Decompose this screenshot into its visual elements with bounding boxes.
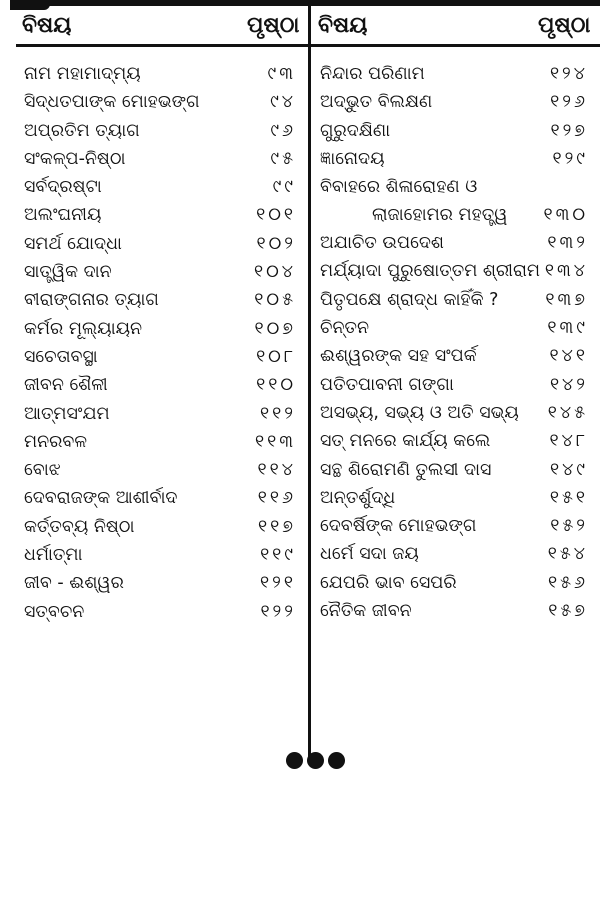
entry-page-number: ୯୪	[270, 92, 296, 113]
entry-page-number: ୧୨୭	[550, 120, 588, 141]
toc-entry	[320, 60, 588, 88]
entry-title: ଅନ୍ତର୍ଶୁଦ୍ଧି	[320, 487, 396, 508]
left-toc-column	[24, 60, 296, 626]
entry-title: ବିବାହରେ ଶିଳାରୋହଣ ଓ	[320, 177, 478, 198]
entry-page-number: ୧୫୧	[549, 487, 588, 508]
entry-title: ଆତ୍ମସଂଯମ	[24, 403, 110, 424]
ornament-dot	[328, 752, 345, 769]
entry-page-number: ୧୪୯	[549, 459, 588, 480]
toc-entry	[24, 145, 296, 173]
entry-title: ମନରବଳ	[24, 431, 87, 452]
toc-entry	[24, 343, 296, 371]
ornament-dot	[307, 752, 324, 769]
column-divider	[308, 6, 311, 762]
toc-entry	[320, 173, 588, 229]
entry-title: ପିତୃପକ୍ଷେ ଶ୍ରାଦ୍ଧ କାହିଁକି ?	[320, 289, 499, 310]
entry-title: ସମର୍ଥ ଯୋଦ୍ଧା	[24, 233, 122, 254]
left-subject-header: ବିଷୟ	[22, 13, 72, 38]
toc-entry	[320, 229, 588, 257]
entry-title: ଜୀବନ ଶୈଳୀ	[24, 375, 108, 396]
entry-title: ସଚେତାବସ୍ଥା	[24, 346, 98, 367]
entry-page-number: ୯୩	[267, 64, 296, 84]
entry-page-number: ୯୫	[270, 148, 296, 169]
toc-entry	[24, 60, 296, 88]
end-ornament	[286, 752, 346, 772]
toc-entry	[320, 597, 588, 625]
entry-title: ନିନ୍ଦାର ପରିଣାମ	[320, 64, 425, 84]
entry-page-number: ୧୧୯	[260, 545, 296, 566]
toc-entry	[24, 484, 296, 512]
entry-page-number: ୧୧୩	[255, 431, 296, 452]
toc-entry	[24, 173, 296, 201]
entry-page-number: ୯୯	[272, 177, 296, 198]
entry-page-number: ୧୦୪	[253, 262, 296, 283]
toc-entry	[320, 314, 588, 342]
entry-page-number: ୧୨୨	[260, 601, 296, 622]
entry-title: ସନ୍ଥ ଶିରୋମଣି ତୁଲସୀ ଦାସ	[320, 459, 492, 480]
toc-entry	[24, 569, 296, 597]
entry-title: ନୈତିକ ଜୀବନ	[320, 601, 412, 622]
entry-page-number: ୧୦୭	[254, 318, 296, 339]
entry-page-number: ୧୧୭	[258, 516, 296, 537]
entry-page-number: ୧୧୨	[260, 403, 296, 424]
entry-page-number: ୧୦୮	[256, 346, 296, 367]
toc-entry	[320, 88, 588, 116]
entry-title: ନାମ ମହାମାଦ୍ମ୍ୟ	[24, 64, 141, 84]
entry-title: ଜୀବ - ଈଶ୍ୱର	[24, 573, 124, 594]
entry-title: ବୀରାଙ୍ଗନାର ତ୍ୟାଗ	[24, 290, 159, 311]
entry-page-number: ୧୪୮	[549, 431, 588, 452]
entry-page-number: ୧୨୪	[549, 64, 588, 84]
toc-entry	[24, 456, 296, 484]
toc-entry	[24, 230, 296, 258]
entry-page-number: ୧୧୪	[257, 460, 296, 481]
entry-page-number: ୧୨୧	[260, 573, 296, 594]
toc-entry	[24, 400, 296, 428]
entry-title: ଧର୍ମାତ୍ମା	[24, 545, 83, 566]
toc-entry	[320, 540, 588, 568]
entry-title: ଅଦ୍ଭୁତ ବିଲକ୍ଷଣ	[320, 92, 433, 113]
entry-page-number: ୧୫୪	[547, 544, 588, 565]
entry-page-number: ୧୪୨	[549, 374, 588, 395]
ornament-dot	[286, 752, 303, 769]
entry-page-number: ୧୩୨	[547, 233, 588, 254]
entry-title: ଦେବରାଜଙ୍କ ଆଶୀର୍ବାଦ	[24, 488, 178, 509]
entry-title: ଦେବର୍ଷିଙ୍କ ମୋହଭଙ୍ଗ	[320, 516, 477, 537]
entry-title: ମର୍ଯ୍ୟାଦା ପୁରୁଷୋତ୍ତମ ଶ୍ରୀରାମ	[320, 261, 540, 282]
entry-page-number: ୧୩୦	[543, 205, 588, 226]
entry-title: ଜ୍ଞାନୋଦୟ	[320, 148, 385, 169]
right-toc-column	[320, 60, 588, 625]
entry-title: ଗୁରୁଦକ୍ଷିଣା	[320, 120, 391, 141]
toc-entry	[320, 484, 588, 512]
entry-title: ପତିତପାବନୀ ଗଙ୍ଗା	[320, 374, 454, 395]
toc-entry	[320, 569, 588, 597]
entry-title: ଅପ୍ରତିମ ତ୍ୟାଗ	[24, 120, 140, 141]
entry-title: ସାତ୍ତ୍ୱିକ ଦାନ	[24, 262, 112, 283]
entry-page-number: ୧୧୬	[257, 488, 296, 509]
entry-title: ଅଲଂଘନୀୟ	[24, 205, 102, 226]
entry-title: ଧର୍ମେ ସଦା ଜୟ	[320, 544, 419, 565]
entry-title: ସର୍ବଦ୍ରଷ୍ଟା	[24, 177, 102, 198]
entry-page-number: ୧୧୦	[256, 375, 296, 396]
entry-page-number: ୧୪୫	[547, 402, 588, 423]
entry-page-number: ୧୩୪	[544, 261, 588, 282]
entry-title: ଅସଭ୍ୟ, ସଭ୍ୟ ଓ ଅତି ସଭ୍ୟ	[320, 402, 519, 423]
toc-entry	[320, 257, 588, 285]
toc-entry	[320, 342, 588, 370]
toc-entry	[24, 286, 296, 314]
toc-entry	[24, 315, 296, 343]
toc-entry	[320, 427, 588, 455]
toc-entry	[24, 598, 296, 626]
toc-entry	[24, 117, 296, 145]
toc-entry	[24, 88, 296, 116]
toc-entry	[320, 145, 588, 173]
entry-page-number: ୧୩୭	[545, 289, 588, 310]
toc-entry	[320, 399, 588, 427]
entry-page-number: ୧୨୯	[552, 148, 588, 169]
entry-title: ବୋଝ	[24, 460, 61, 481]
entry-title-continued: ଲାଜାହୋମର ମହତ୍ତ୍ୱ	[372, 205, 508, 226]
toc-entry	[24, 371, 296, 399]
toc-entry	[24, 428, 296, 456]
entry-title: କର୍ତ୍ତବ୍ୟ ନିଷ୍ଠା	[24, 516, 135, 537]
entry-page-number: ୧୦୫	[254, 290, 296, 311]
entry-page-number: ୧୫୬	[547, 572, 588, 593]
toc-entry	[24, 258, 296, 286]
entry-title: କର୍ମର ମୂଲ୍ୟାୟନ	[24, 318, 143, 339]
toc-entry	[320, 117, 588, 145]
entry-page-number: ୧୫୨	[550, 516, 588, 537]
toc-entry	[24, 513, 296, 541]
entry-page-number: ୧୦୧	[256, 205, 296, 226]
entry-page-number: ୧୪୧	[549, 346, 588, 367]
entry-page-number: ୯୬	[270, 120, 296, 141]
toc-entry	[320, 512, 588, 540]
entry-title: ସତ୍‌ବଚନ	[24, 601, 85, 622]
entry-title: ସଂକଳ୍ପ-ନିଷ୍ଠା	[24, 148, 126, 169]
entry-title: ସତ୍ ମନରେ କାର୍ଯ୍ୟ କଲେ	[320, 431, 491, 452]
entry-page-number: ୧୦୨	[256, 233, 296, 254]
left-page-header: ପୃଷ୍ଠା	[247, 13, 300, 38]
toc-entry	[320, 456, 588, 484]
right-page-header: ପୃଷ୍ଠା	[538, 13, 591, 38]
entry-page-number: ୧୫୭	[548, 601, 588, 622]
toc-entry	[320, 286, 588, 314]
right-subject-header: ବିଷୟ	[318, 13, 368, 38]
toc-entry	[24, 541, 296, 569]
entry-title: ସିଦ୍ଧତପାଙ୍କ ମୋହଭଙ୍ଗ	[24, 92, 200, 113]
entry-title: ଅଯାଚିତ ଉପଦେଶ	[320, 233, 444, 254]
entry-page-number: ୧୨୬	[550, 92, 588, 113]
entry-title: ଯେପରି ଭାବ ସେପରି	[320, 572, 457, 593]
entry-title: ଚିନ୍ତନ	[320, 318, 370, 339]
entry-page-number: ୧୩୯	[547, 318, 588, 339]
toc-entry	[320, 371, 588, 399]
toc-entry	[24, 201, 296, 229]
entry-title: ଈଶ୍ୱରଙ୍କ ସହ ସଂପର୍କ	[320, 346, 477, 367]
